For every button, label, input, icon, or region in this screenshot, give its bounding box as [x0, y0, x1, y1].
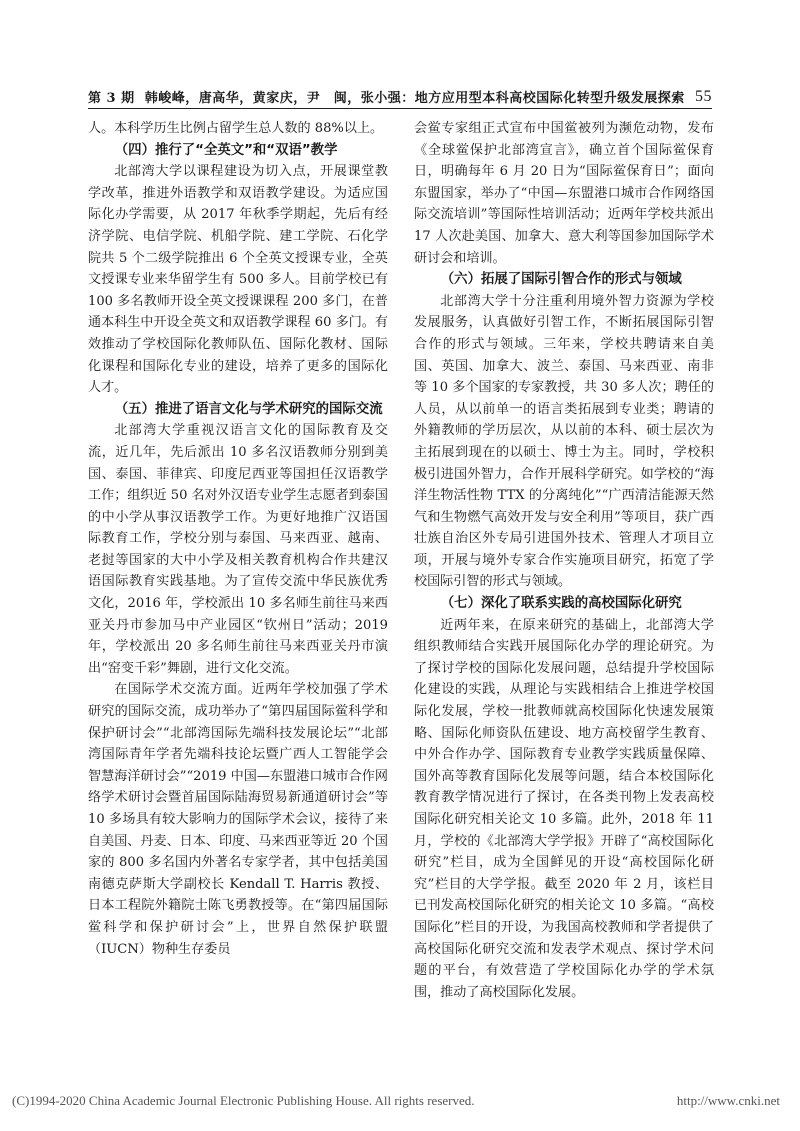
section-heading: （七）深化了联系实践的高校国际化研究 [440, 596, 682, 612]
copyright-notice: (C)1994-2020 China Academic Journal Electronic Publishing House. All rights reserved. [12, 1093, 475, 1108]
section-heading: （五）推进了语言文化与学术研究的国际交流 [114, 401, 383, 417]
section-heading: （四）推行了“全英文”和“双语”教学 [114, 142, 338, 158]
issue-number: 第 3 期 [88, 91, 135, 106]
site-link[interactable]: http://www.cnki.net [676, 1093, 780, 1108]
paragraph: 北部湾大学十分注重利用境外智力资源为学校发展服务，认真做好引智工作，不断拓展国际引智合作的形式与领域。三年来，学校共聘请来自美国、英国、加拿大、波兰、泰国、马来西亚、南非等 10 多个国家的专家教授，共 30 多人次；聘任的人员，从以前单一的语言类拓展到专业类；聘请的外籍教师的学历层次，从以前的本科、硕士层次为主拓展到现在的以硕士、博士为主。同时，学校积极引进国外智力，合作开展科学研究。如学校的“海洋生物活性物 TTX 的分离纯化”“广西清洁能源天然气和生物燃气高效开发与安全利用”等项目，获广西壮族自治区外专局引进国外技术、管理人才项目立项，开展与境外专家合作实施项目研究，拓宽了学校国际引智的形式与领域。 [414, 293, 714, 590]
page-number: 55 [695, 88, 712, 105]
section-heading: （六）拓展了国际引智合作的形式与领域 [440, 272, 682, 288]
paragraph: 近两年来，在原来研究的基础上，北部湾大学组织教师结合实践开展国际化办学的理论研究。为了探讨学校的国际化发展问题，总结提升学校国际化建设的实践，从理论与实践相结合上推进学校国际化发展，学校一批教师就高校国际化快速发展策略、国际化师资队伍建设、地方高校留学生教育、中外合作办学、国际教育专业教学实践质量保障、国外高等教育国际化发展等问题，结合本校国际化教育教学情况进行了探讨，在各类刊物上发表高校国际化研究相关论文 10 多篇。此外，2018 年 11 月，学校的《北部湾大学学报》开辟了“高校国际化研究”栏目，成为全国鲜见的开设“高校国际化研究”栏目的大学学报。截至 2020 年 2 月，该栏目已刊发高校国际化研究的相关论文 10 多篇。“高校国际化”栏目的开设，为我国高校教师和学者提供了高校国际化研究交流和发表学术观点、探讨学术问题的平台，有效营造了学校国际化办学的学术氛围，推动了高校国际化发展。 [414, 617, 714, 1000]
paragraph: 北部湾大学重视汉语言文化的国际教育及交流，近几年，先后派出 10 多名汉语教师分别到美国、泰国、菲律宾、印度尼西亚等国担任汉语教学工作；组织近 50 名对外汉语专业学生志愿者到泰国的中小学从事汉语教学工作。为更好地推广汉语国际教育工作，学校分别与泰国、马来西亚、越南、老挝等国家的大中小学及相关教育机构合作共建汉语国际教育实践基地。为了宣传交流中华民族优秀文化，2016 年，学校派出 10 多名师生前往马来西亚关丹市参加马中产业园区“钦州日”活动；2019 年，学校派出 20 多名师生前往马来西亚关丹市演出“窑变千彩”舞剧，进行文化交流。 [88, 423, 388, 676]
paragraph: 北部湾大学以课程建设为切入点，开展课堂教学改革，推进外语教学和双语教学建设。为适应国际化办学需要，从 2017 年秋季学期起，先后有经济学院、电信学院、机船学院、建工学院、石化学院共 5 个二级学院推出 6 个全英文授课专业，全英文授课专业来华留学生有 500 多人。目前学校已有 100 多名教师开设全英文授课课程 200 多门，在普通本科生中开设全英文和双语教学课程 60 多门。有效推动了学校国际化教师队伍、国际化教材、国际化课程和国际化专业的建设，培养了更多的国际化人才。 [88, 164, 388, 396]
running-title: 韩峻峰，唐高华，黄家庆，尹 闽，张小强：地方应用型本科高校国际化转型升级发展探索 [144, 91, 685, 106]
paragraph: 人。本科学历生比例占留学生总人数的 88%以上。 [88, 121, 384, 136]
paragraph: 会鲎专家组正式宣布中国鲎被列为濒危动物，发布《全球鲎保护北部湾宣言》，确立首个国际鲎保育日，明确每年 6 月 20 日为“国际鲎保育日”；面向东盟国家，举办了“中国—东盟港口城市合作网络国际交流培训”等国际性培训活动；近两年学校共派出 17 人次赴美国、加拿大、意大利等国参加国际学术研讨会和培训。 [414, 121, 714, 266]
right-column [414, 118, 714, 1003]
left-column [88, 118, 388, 960]
footer [12, 1093, 780, 1109]
header-rule [88, 108, 712, 109]
paragraph: 在国际学术交流方面。近两年学校加强了学术研究的国际交流，成功举办了“第四届国际鲎科学和保护研讨会”“北部湾国际先端科技发展论坛”“北部湾国际青年学者先端科技论坛暨广西人工智能学会智慧海洋研讨会”“2019 中国—东盟港口城市合作网络学术研讨会暨首届国际陆海贸易新通道研讨会”等 10 多场具有较大影响力的国际学术会议，接待了来自美国、丹麦、日本、印度、马来西亚等近 20 个国家的 800 多名国内外著名专家学者，其中包括美国南德克萨斯大学副校长 Kendall T. Harris 教授、日本工程院外籍院士陈飞勇教授等。在“第四届国际鲎科学和保护研讨会”上，世界自然保护联盟（IUCN）物种生存委员 [88, 682, 388, 957]
running-header [88, 80, 712, 106]
